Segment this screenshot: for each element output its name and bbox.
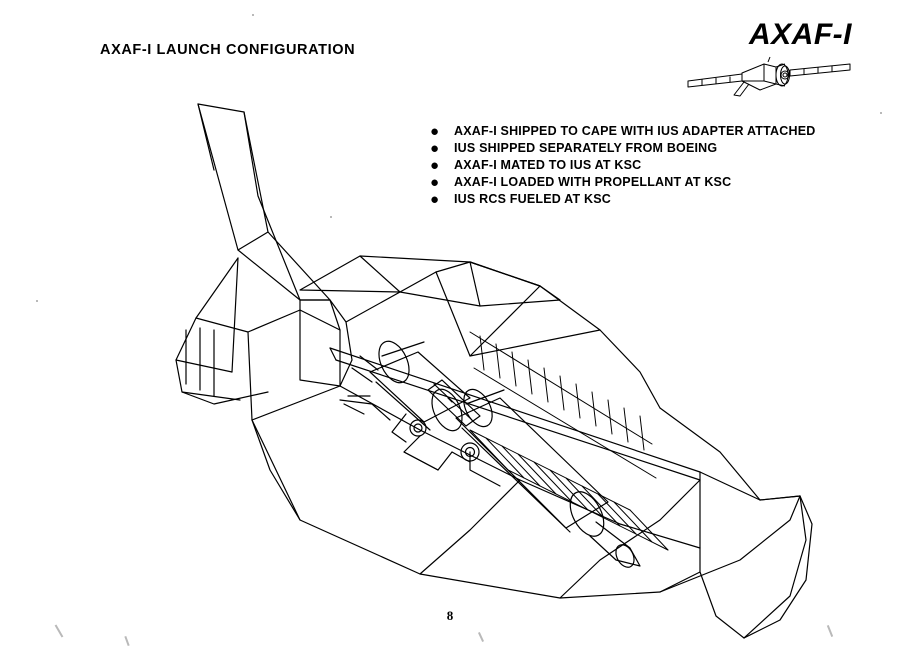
- list-item: [430, 124, 890, 139]
- bullet-marker: ●: [430, 157, 440, 174]
- scan-artifact: [252, 14, 254, 16]
- scan-artifact: [478, 632, 484, 642]
- scan-artifact: [124, 636, 129, 646]
- bullet-marker: ●: [430, 174, 440, 191]
- scan-artifact: [827, 625, 833, 637]
- page-title: AXAF-I LAUNCH CONFIGURATION: [100, 42, 356, 58]
- axaf-logo-text: AXAF-I: [749, 18, 852, 51]
- list-item: [430, 141, 890, 156]
- page-number: 8: [446, 608, 454, 623]
- bullet-text: AXAF-I LOADED WITH PROPELLANT AT KSC: [454, 175, 732, 189]
- bullet-marker: ●: [430, 123, 440, 140]
- scan-artifact: [330, 216, 332, 218]
- bullet-text: IUS SHIPPED SEPARATELY FROM BOEING: [454, 141, 718, 155]
- bullet-list: [430, 124, 890, 209]
- list-item: [430, 175, 890, 190]
- list-item: [430, 192, 890, 207]
- axaf-spacecraft-icon: [672, 48, 862, 103]
- bullet-text: IUS RCS FUELED AT KSC: [454, 192, 611, 206]
- bullet-marker: ●: [430, 140, 440, 157]
- scan-artifact: [36, 300, 38, 302]
- bullet-marker: ●: [430, 191, 440, 208]
- bullet-text: AXAF-I MATED TO IUS AT KSC: [454, 158, 642, 172]
- scan-artifact: [55, 624, 64, 637]
- bullet-text: AXAF-I SHIPPED TO CAPE WITH IUS ADAPTER ATTACHED: [454, 124, 816, 138]
- scan-artifact: [880, 112, 882, 114]
- list-item: [430, 158, 890, 173]
